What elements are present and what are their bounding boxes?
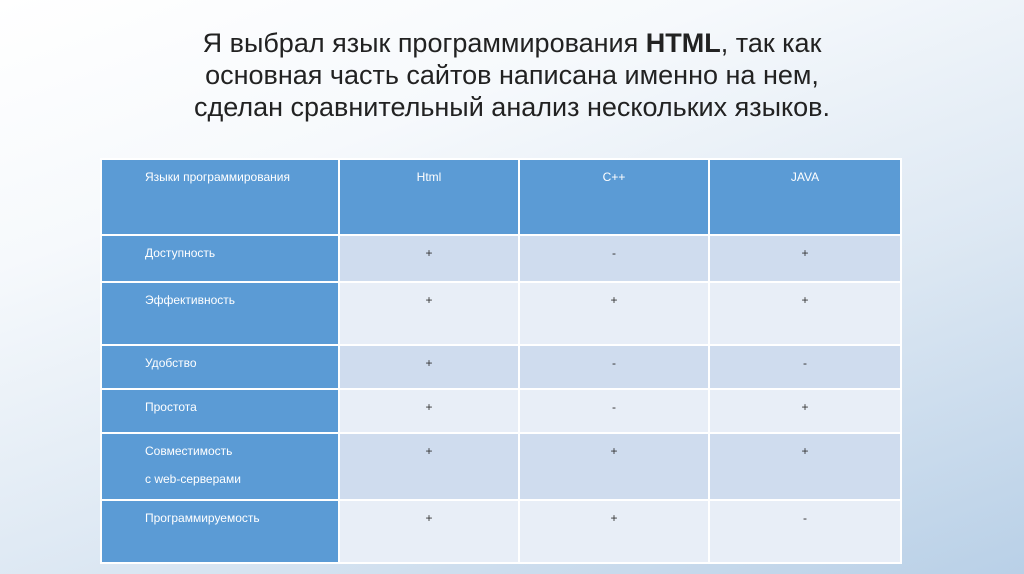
table-row (101, 282, 901, 345)
table-cell: + (339, 345, 519, 389)
table-cell: + (709, 389, 901, 433)
table-row (101, 345, 901, 389)
table-cell: - (519, 389, 709, 433)
table-cell: + (519, 433, 709, 500)
table-cell: + (709, 433, 901, 500)
table-cell: - (709, 345, 901, 389)
title-keyword: HTML (645, 28, 721, 58)
table-cell: + (709, 282, 901, 345)
header-cell: JAVA (709, 159, 901, 235)
title-line-2: основная часть сайтов написана именно на нем, (205, 60, 819, 90)
header-cell: C++ (519, 159, 709, 235)
row-label: Эффективность (101, 282, 339, 345)
table-row (101, 500, 901, 563)
table-cell: + (339, 282, 519, 345)
table-cell: + (339, 235, 519, 282)
table-row (101, 235, 901, 282)
table-cell: + (339, 433, 519, 500)
table-header-row (101, 159, 901, 235)
table-row (101, 389, 901, 433)
title-line-3: сделан сравнительный анализ нескольких языков. (193, 92, 831, 122)
row-label (101, 433, 339, 500)
table-cell: - (519, 235, 709, 282)
row-label: Простота (101, 389, 339, 433)
table-cell: - (709, 500, 901, 563)
table-cell: + (709, 235, 901, 282)
table-row (101, 433, 901, 500)
table-cell: + (519, 282, 709, 345)
title-line-1: Я выбрал язык программирования HTML, так как (202, 28, 822, 58)
table-cell: + (339, 500, 519, 563)
header-cell: Html (339, 159, 519, 235)
row-label-line-1: Совместимость (145, 444, 233, 458)
row-label: Удобство (101, 345, 339, 389)
row-label: Доступность (101, 235, 339, 282)
table-cell: + (339, 389, 519, 433)
comparison-table (100, 158, 902, 564)
row-label: Программируемость (101, 500, 339, 563)
header-cell: Языки программирования (101, 159, 339, 235)
table-cell: + (519, 500, 709, 563)
slide-title (100, 27, 924, 123)
row-label-line-2: с web-серверами (145, 472, 241, 486)
table-cell: - (519, 345, 709, 389)
